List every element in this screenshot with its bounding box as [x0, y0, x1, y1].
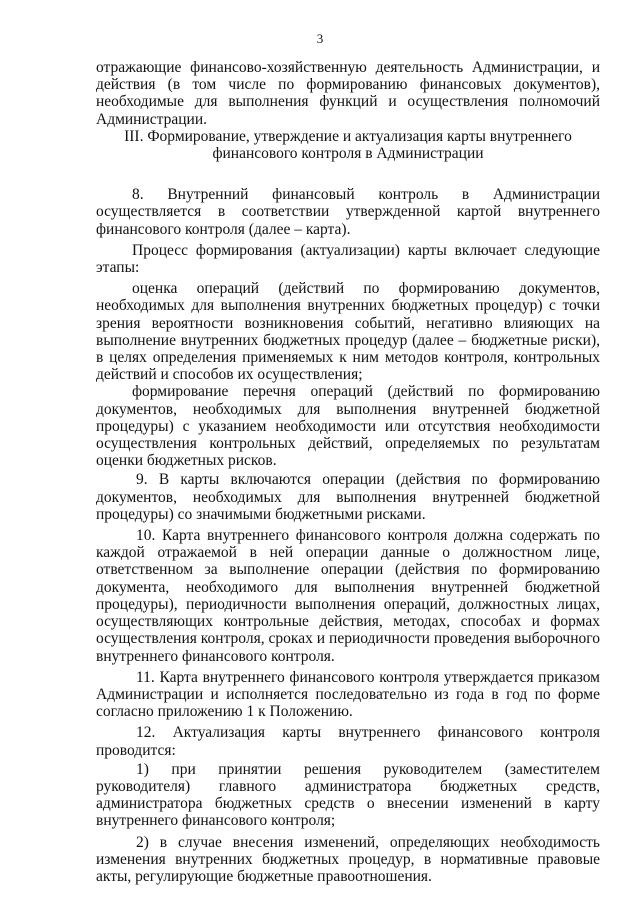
paragraph-item-11: 11. Карта внутреннего финансового контроля утверждается приказом Администрации и исполняется последовательно из года в год по форме согласно приложению 1 к Положению.	[96, 668, 600, 721]
paragraph-item-12: 12. Актуализация карты внутреннего финансового контроля проводится:	[96, 724, 600, 759]
paragraph-item-8: 8. Внутренний финансовый контроль в Администрации осуществляется в соответствии утвержденной картой внутреннего финансового контроля (далее – карта).	[96, 186, 600, 238]
paragraph-stage-list-forming: формирование перечня операций (действий по формированию документов, необходимых для выполнения внутренней бюджетной процедуры) с указанием необходимости или отсутствия необходимости осуществления контрольных действий, определяемых по результатам оценки бюджетных рисков.	[96, 383, 600, 470]
paragraph-item-9: 9. В карты включаются операции (действия по формированию документов, необходимых для выполнения внутренней бюджетной процедуры) со значимыми бюджетными рисками.	[96, 471, 600, 523]
document-body	[96, 59, 600, 885]
page-number: 3	[316, 31, 324, 46]
paragraph-item-12-1: 1) при принятии решения руководителем (заместителем руководителя) главного администратора бюджетных средств, администратора бюджетных средств о внесении изменений в карту внутреннего финансового контроля;	[96, 760, 600, 830]
paragraph-item-10: 10. Карта внутреннего финансового контроля должна содержать по каждой отражаемой в ней операции данные о должностном лице, ответственном за выполнение операции (действия по формированию документа, необходимого для выполнения внутренней бюджетной процедуры), периодичности выполнения операций, должностных лицах, осуществляющих контрольные действия, методах, способах и формах осуществления контроля, сроках и периодичности проведения выборочного внутреннего финансового контроля.	[96, 527, 600, 665]
paragraph-process-intro: Процесс формирования (актуализации) карты включает следующие этапы:	[96, 241, 600, 277]
paragraph-continuation: отражающие финансово-хозяйственную деятельность Администрации, и действия (в том числе по формированию финансовых документов), необходимые для выполнения функций и осуществления полномочий Администрации.	[96, 59, 600, 128]
section-heading: III. Формирование, утверждение и актуализация карты внутреннего финансового контроля в Администрации	[124, 127, 572, 163]
paragraph-item-12-2: 2) в случае внесения изменений, определяющих необходимость изменения внутренних бюджетных процедур, в нормативные правовые акты, регулирующие бюджетные правоотношения.	[96, 833, 600, 885]
paragraph-stage-assessment: оценка операций (действий по формированию документов, необходимых для выполнения внутренних бюджетных процедур) с точки зрения вероятности возникновения событий, негативно влияющих на выполнение внутренних бюджетных процедур (далее – бюджетные риски), в целях определения применяемых к ним методов контроля, контрольных действий и способов их осуществления;	[96, 280, 600, 384]
